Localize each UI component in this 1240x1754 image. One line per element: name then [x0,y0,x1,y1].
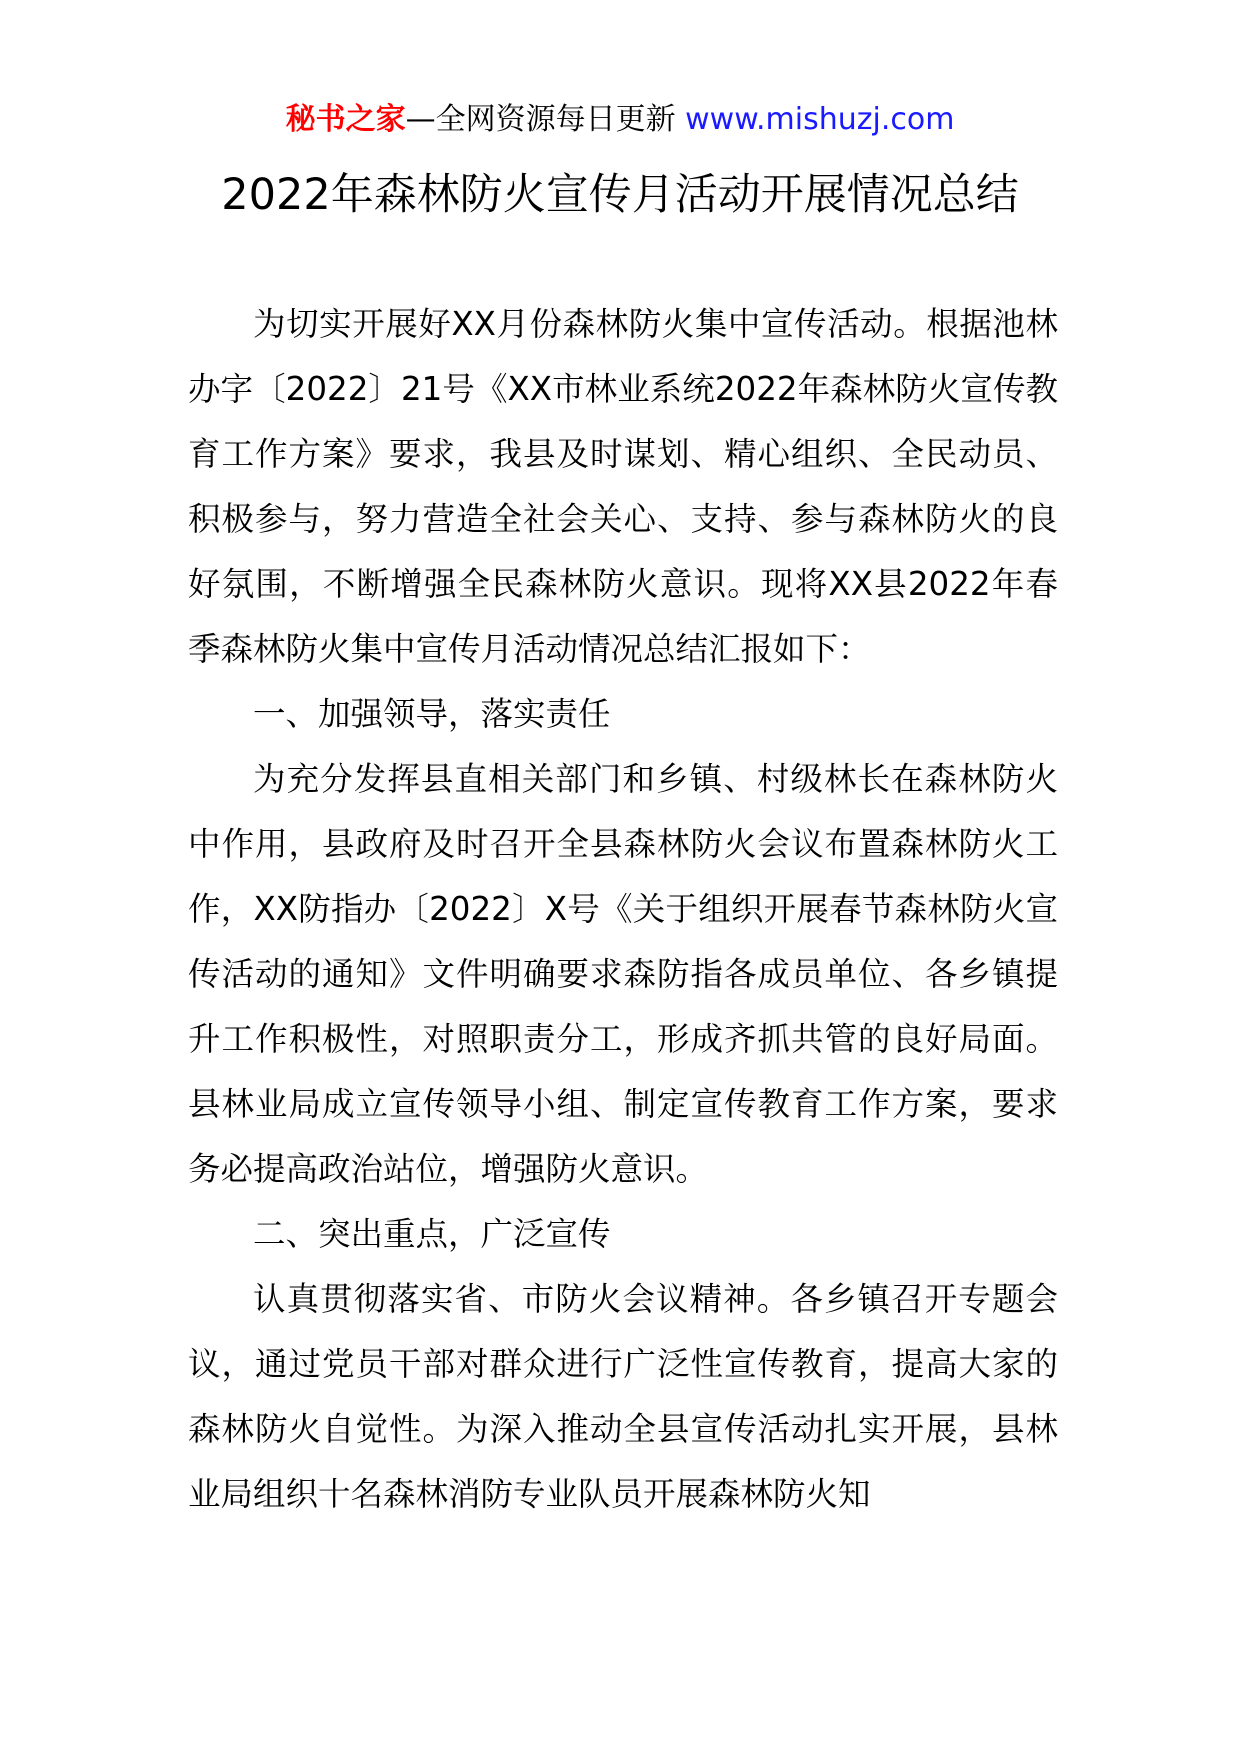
section-1-paragraph: 为充分发挥县直相关部门和乡镇、村级林长在森林防火中作用，县政府及时召开全县森林防火会议布置森林防火工作，XX防指办〔2022〕X号《关于组织开展春节森林防火宣传活动的通知》文件明确要求森防指各成员单位、各乡镇提升工作积极性，对照职责分工，形成齐抓共管的良好局面。县林业局成立宣传领导小组、制定宣传教育工作方案，要求务必提高政治站位，增强防火意识。 [188,760,1058,1188]
section-heading-1: 一、加强领导，落实责任 [253,695,611,733]
section-2-paragraph: 认真贯彻落实省、市防火会议精神。各乡镇召开专题会议，通过党员干部对群众进行广泛性宣传教育，提高大家的森林防火自觉性。为深入推动全县宣传活动扎实开展，县林业局组织十名森林消防专业队员开展森林防火知 [188,1280,1058,1513]
site-url-link[interactable]: www.mishuzj.com [685,102,955,137]
brand-tagline: —全网资源每日更新 [405,102,676,137]
brand-name: 秘书之家 [285,102,406,137]
section-heading-2: 二、突出重点，广泛宣传 [253,1215,611,1253]
site-header [0,100,1240,140]
document-title: 2022年森林防火宣传月活动开展情况总结 [221,170,1019,220]
document-body [188,292,1058,1527]
intro-paragraph: 为切实开展好XX月份森林防火集中宣传活动。根据池林办字〔2022〕21号《XX市林业系统2022年森林防火宣传教育工作方案》要求，我县及时谋划、精心组织、全民动员、积极参与，努力营造全社会关心、支持、参与森林防火的良好氛围，不断增强全民森林防火意识。现将XX县2022年春季森林防火集中宣传月活动情况总结汇报如下： [188,305,1058,668]
